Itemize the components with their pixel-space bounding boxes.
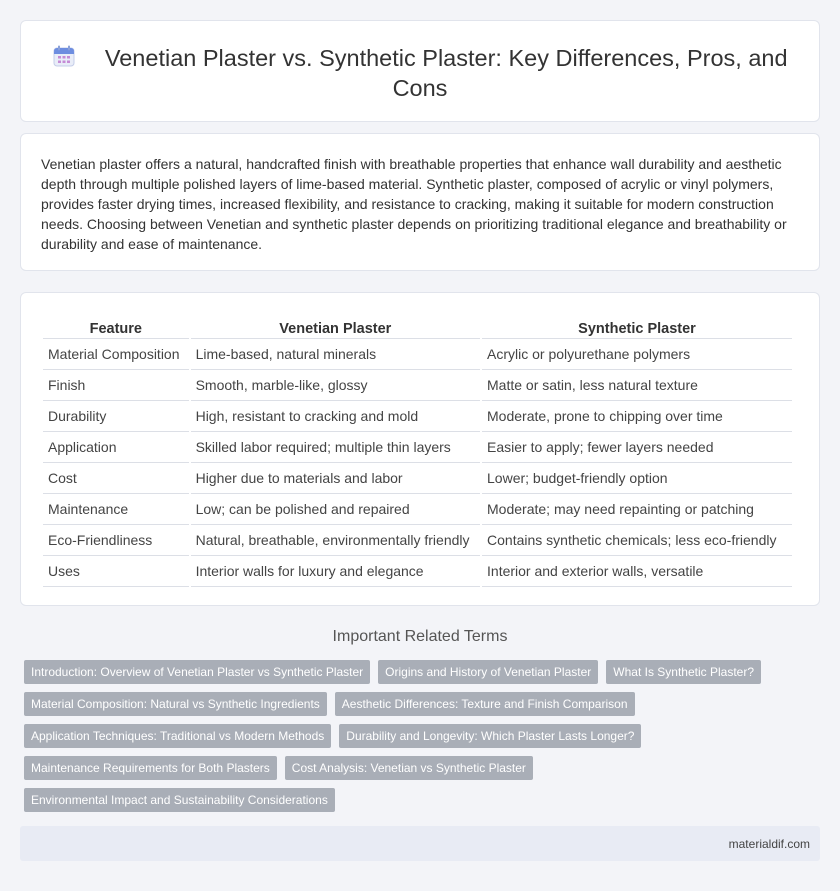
synthetic-cell: Lower; budget-friendly option	[482, 463, 792, 494]
feature-cell: Durability	[43, 401, 189, 432]
feature-cell: Maintenance	[43, 494, 189, 525]
synthetic-cell: Moderate, prone to chipping over time	[482, 401, 792, 432]
feature-cell: Application	[43, 432, 189, 463]
related-terms-heading: Important Related Terms	[332, 628, 508, 645]
related-term-link[interactable]: Material Composition: Natural vs Synthetic Ingredients	[24, 692, 327, 716]
related-term-link[interactable]: Origins and History of Venetian Plaster	[378, 660, 598, 684]
table-row	[43, 370, 792, 401]
table-header-row	[43, 313, 792, 339]
footer	[20, 826, 820, 861]
venetian-cell: Low; can be polished and repaired	[191, 494, 480, 525]
table-row	[43, 494, 792, 525]
venetian-cell: Natural, breathable, environmentally friendly	[191, 525, 480, 556]
related-term-link[interactable]: Durability and Longevity: Which Plaster Lasts Longer?	[339, 724, 641, 748]
table-row	[43, 556, 792, 587]
table-row	[43, 401, 792, 432]
synthetic-cell: Matte or satin, less natural texture	[482, 370, 792, 401]
venetian-cell: Interior walls for luxury and elegance	[191, 556, 480, 587]
table-row	[43, 339, 792, 370]
venetian-cell: Skilled labor required; multiple thin layers	[191, 432, 480, 463]
synthetic-cell: Easier to apply; fewer layers needed	[482, 432, 792, 463]
venetian-cell: High, resistant to cracking and mold	[191, 401, 480, 432]
table-row	[43, 463, 792, 494]
related-terms-list	[24, 660, 804, 812]
feature-cell: Material Composition	[43, 339, 189, 370]
footer-site-link[interactable]: materialdif.com	[728, 837, 810, 851]
related-term-link[interactable]: Application Techniques: Traditional vs Modern Methods	[24, 724, 331, 748]
calendar-icon	[52, 44, 76, 68]
header-venetian: Venetian Plaster	[191, 313, 480, 339]
related-term-link[interactable]: Environmental Impact and Sustainability Considerations	[24, 788, 335, 812]
intro-card	[20, 133, 820, 271]
venetian-cell: Smooth, marble-like, glossy	[191, 370, 480, 401]
feature-cell: Finish	[43, 370, 189, 401]
related-term-link[interactable]: Cost Analysis: Venetian vs Synthetic Plaster	[285, 756, 533, 780]
title-wrap	[21, 43, 819, 103]
synthetic-cell: Acrylic or polyurethane polymers	[482, 339, 792, 370]
related-term-link[interactable]: Introduction: Overview of Venetian Plaster vs Synthetic Plaster	[24, 660, 370, 684]
feature-cell: Eco-Friendliness	[43, 525, 189, 556]
related-term-link[interactable]: What Is Synthetic Plaster?	[606, 660, 761, 684]
venetian-cell: Higher due to materials and labor	[191, 463, 480, 494]
comparison-table-card	[20, 292, 820, 606]
synthetic-cell: Moderate; may need repainting or patching	[482, 494, 792, 525]
related-term-link[interactable]: Aesthetic Differences: Texture and Finish Comparison	[335, 692, 635, 716]
table-row	[43, 525, 792, 556]
table-row	[43, 432, 792, 463]
synthetic-cell: Interior and exterior walls, versatile	[482, 556, 792, 587]
feature-cell: Uses	[43, 556, 189, 587]
header-synthetic: Synthetic Plaster	[482, 313, 792, 339]
synthetic-cell: Contains synthetic chemicals; less eco-friendly	[482, 525, 792, 556]
feature-cell: Cost	[43, 463, 189, 494]
comparison-table	[41, 313, 794, 587]
page-title: Venetian Plaster vs. Synthetic Plaster: Key Differences, Pros, and Cons	[104, 45, 788, 101]
intro-paragraph: Venetian plaster offers a natural, handcrafted finish with breathable properties that enhance wall durability and aesthetic depth through multiple polished layers of lime-based material. Synthetic plaster, composed of acrylic or vinyl polymers, provides faster drying times, increased flexibility, and resistance to cracking, making it suitable for modern construction needs. Choosing between Venetian and synthetic plaster depends on prioritizing traditional elegance and breathability or durability and ease of maintenance.	[41, 156, 787, 252]
related-term-link[interactable]: Maintenance Requirements for Both Plasters	[24, 756, 277, 780]
venetian-cell: Lime-based, natural minerals	[191, 339, 480, 370]
header-card	[20, 20, 820, 122]
header-feature: Feature	[43, 313, 189, 339]
